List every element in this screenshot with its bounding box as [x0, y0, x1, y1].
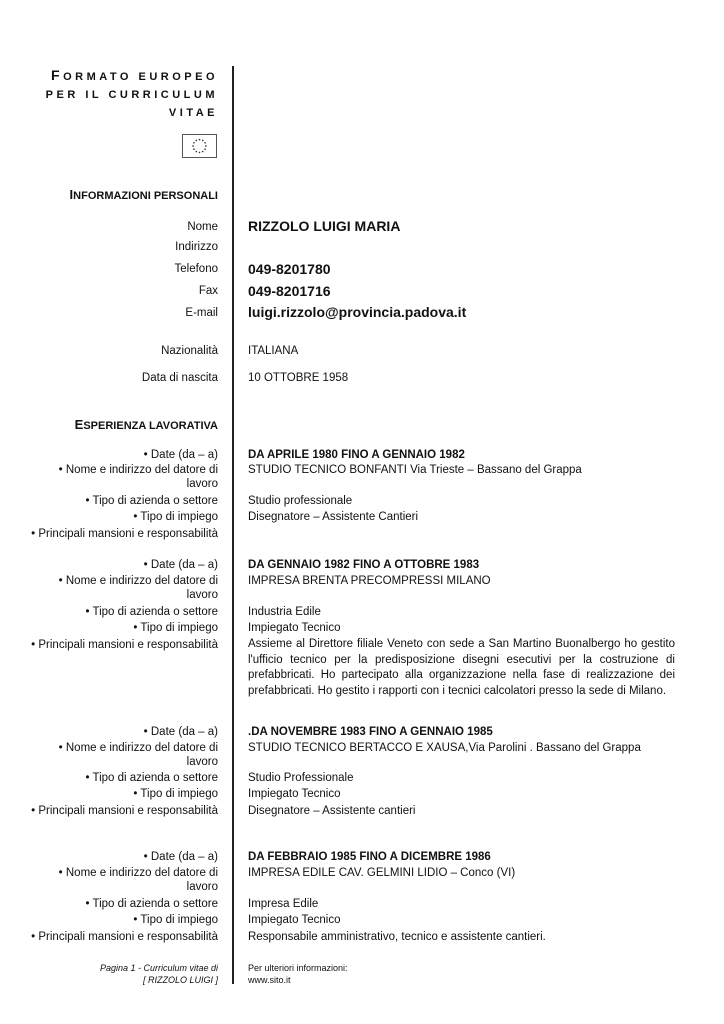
value-duties: Responsabile amministrativo, tecnico e assistente cantieri. [248, 931, 546, 943]
value-duties: Disegnatore – Assistente cantieri [248, 805, 416, 817]
label-employer-cont: lavoro [186, 478, 218, 490]
value-employer: IMPRESA EDILE CAV. GELMINI LIDIO – Conco (VI) [248, 867, 516, 879]
value-duties: Assieme al Direttore filiale Veneto con sede a San Martino Buonalbergo ho gestito l'ufficio tecnico per la predisposizione disegni esecutivi per la costruzione di prefabbricati. Ho partecipato alla organizzazione nella fase di realizzazione dei prefabbricati. Ho gestito i rapporti con i tecnici calcolatori presso la sede di Milano. [248, 638, 675, 697]
value-dates: DA GENNAIO 1982 FINO A OTTOBRE 1983 [248, 559, 480, 571]
flag-star [204, 142, 206, 144]
flag-star [193, 142, 195, 144]
value-fax: 049-8201716 [248, 283, 331, 299]
label-birthdate: Data di nascita [141, 372, 218, 384]
label-phone: Telefono [174, 263, 218, 275]
flag-star [195, 151, 197, 153]
value-sector: Industria Edile [248, 606, 321, 618]
label-nationality: Nazionalità [161, 345, 218, 357]
footer-page-info: Pagina 1 - Curriculum vitae di [ RIZZOLO LUIGI ] [99, 963, 218, 985]
value-sector: Studio Professionale [248, 772, 354, 784]
value-sector: Impresa Edile [248, 898, 319, 910]
label-job-type: • Tipo di impiego [133, 914, 218, 926]
label-employer-cont: lavoro [186, 756, 218, 768]
value-birthdate: 10 OTTOBRE 1958 [248, 372, 349, 384]
column-divider [232, 66, 234, 984]
label-dates: • Date (da – a) [143, 449, 218, 461]
label-email: E-mail [185, 307, 218, 319]
flag-star [199, 139, 201, 141]
label-job-type: • Tipo di impiego [133, 788, 218, 800]
flag-star [199, 152, 201, 154]
label-sector: • Tipo di azienda o settore [85, 898, 218, 910]
value-employer: STUDIO TECNICO BONFANTI Via Trieste – Bassano del Grappa [248, 464, 582, 476]
flag-star [192, 145, 194, 147]
label-dates: • Date (da – a) [143, 726, 218, 738]
value-dates: DA FEBBRAIO 1985 FINO A DICEMBRE 1986 [248, 851, 491, 863]
value-nationality: ITALIANA [248, 345, 299, 357]
label-address: Indirizzo [175, 241, 218, 253]
document-title: FORMATO EUROPEO PER IL CURRICULUM VITAE [45, 67, 218, 119]
label-duties: • Principali mansioni e responsabilità [31, 639, 218, 651]
value-employer: STUDIO TECNICO BERTACCO E XAUSA,Via Parolini . Bassano del Grappa [248, 742, 641, 754]
flag-star [204, 148, 206, 150]
label-fax: Fax [198, 285, 218, 297]
flag-star [195, 140, 197, 142]
value-job-type: Disegnatore – Assistente Cantieri [248, 511, 419, 523]
flag-star [202, 151, 204, 153]
label-employer: • Nome e indirizzo del datore di [58, 464, 218, 476]
footer-website-link[interactable]: www.sito.it [248, 975, 291, 985]
label-employer: • Nome e indirizzo del datore di [58, 742, 218, 754]
value-job-type: Impiegato Tecnico [248, 788, 341, 800]
value-email[interactable]: luigi.rizzolo@provincia.padova.it [248, 304, 467, 320]
label-job-type: • Tipo di impiego [133, 511, 218, 523]
value-sector: Studio professionale [248, 495, 353, 507]
section-work-experience: ESPERIENZA LAVORATIVA [74, 417, 218, 432]
label-name: Nome [187, 221, 218, 233]
label-employer: • Nome e indirizzo del datore di [58, 867, 218, 879]
flag-star [205, 145, 207, 147]
section-personal-info: INFORMAZIONI PERSONALI [69, 187, 218, 202]
value-job-type: Impiegato Tecnico [248, 914, 341, 926]
label-employer-cont: lavoro [186, 881, 218, 893]
label-employer-cont: lavoro [186, 589, 218, 601]
value-dates: .DA NOVEMBRE 1983 FINO A GENNAIO 1985 [248, 726, 493, 738]
value-dates: DA APRILE 1980 FINO A GENNAIO 1982 [248, 449, 465, 461]
label-dates: • Date (da – a) [143, 559, 218, 571]
value-name: RIZZOLO LUIGI MARIA [248, 218, 401, 234]
footer-more-info: Per ulteriori informazioni: www.sito.it [248, 963, 348, 985]
label-sector: • Tipo di azienda o settore [85, 495, 218, 507]
label-sector: • Tipo di azienda o settore [85, 606, 218, 618]
flag-star [193, 148, 195, 150]
label-duties: • Principali mansioni e responsabilità [31, 528, 218, 540]
value-employer: IMPRESA BRENTA PRECOMPRESSI MILANO [248, 575, 491, 587]
eu-flag-icon [182, 134, 217, 158]
label-employer: • Nome e indirizzo del datore di [58, 575, 218, 587]
label-dates: • Date (da – a) [143, 851, 218, 863]
label-duties: • Principali mansioni e responsabilità [31, 805, 218, 817]
value-job-type: Impiegato Tecnico [248, 622, 341, 634]
label-sector: • Tipo di azienda o settore [85, 772, 218, 784]
flag-star [202, 140, 204, 142]
label-duties: • Principali mansioni e responsabilità [31, 931, 218, 943]
value-phone: 049-8201780 [248, 261, 331, 277]
label-job-type: • Tipo di impiego [133, 622, 218, 634]
